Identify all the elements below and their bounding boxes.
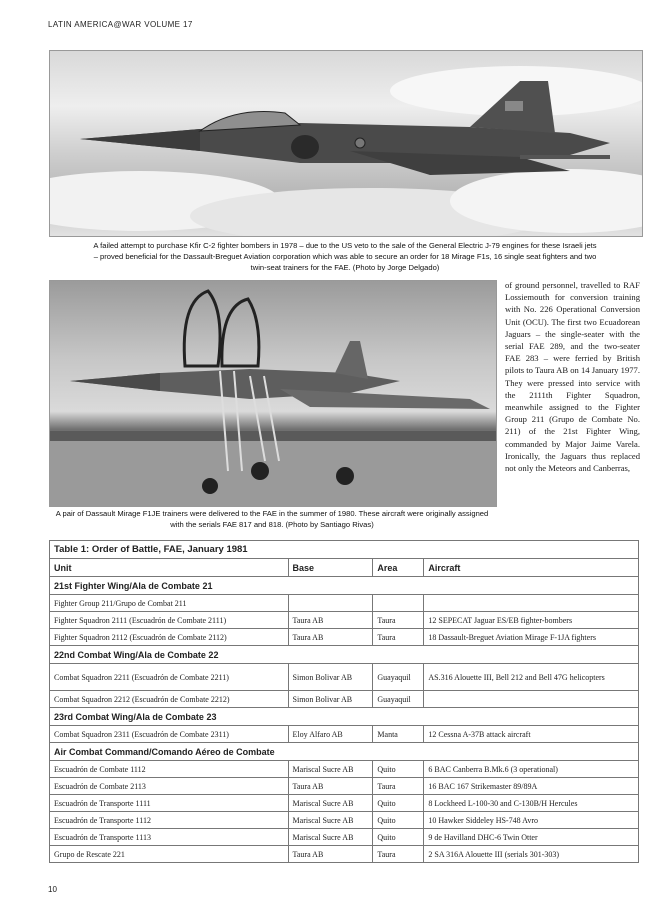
- order-of-battle-table: [49, 540, 639, 863]
- cell-base: Taura AB: [288, 778, 373, 795]
- table-row: [50, 812, 639, 829]
- cell-base: Mariscal Sucre AB: [288, 812, 373, 829]
- cell-unit: Combat Squadron 2211 (Escuadrón de Combate 2211): [50, 664, 289, 691]
- cell-area: Quito: [373, 812, 424, 829]
- cell-aircraft: 6 BAC Canberra B.Mk.6 (3 operational): [424, 761, 639, 778]
- table-row: [50, 691, 639, 708]
- page-number: 10: [48, 885, 57, 894]
- cell-unit: Fighter Group 211/Grupo de Combat 211: [50, 595, 289, 612]
- cell-aircraft: [424, 691, 639, 708]
- cell-area: Taura: [373, 629, 424, 646]
- cell-base: Simon Bolivar AB: [288, 691, 373, 708]
- cell-unit: Escuadrón de Combate 2113: [50, 778, 289, 795]
- cell-unit: Fighter Squadron 2112 (Escuadrón de Combate 2112): [50, 629, 289, 646]
- cell-aircraft: 18 Dassault-Breguet Aviation Mirage F-1JA fighters: [424, 629, 639, 646]
- body-text-column: of ground personnel, travelled to RAF Lossiemouth for conversion training with No. 226 Operational Conversion Unit (OCU). The first two Ecuadorean Jaguars – the single-seater with the serial FAE 289, and the two-seater FAE 283 – were ferried by British pilots to Taura AB on 14 January 1977. They were pressed into service with the 2111th Fighter Squadron, meanwhile assigned to the Fighter Group 211 (Grupo de Combate No. 211) of the 21st Fighter Wing, commanded by Major Jaime Varela. Ironically, the Jaguars thus replaced not only the Meteors and Canberras,: [505, 280, 640, 474]
- cell-area: Guayaquil: [373, 691, 424, 708]
- table-group-row: [50, 646, 639, 664]
- table-row: [50, 612, 639, 629]
- cell-unit: Escuadrón de Transporte 1111: [50, 795, 289, 812]
- cell-unit: Combat Squadron 2311 (Escuadrón de Combate 2311): [50, 726, 289, 743]
- cell-aircraft: 9 de Havilland DHC-6 Twin Otter: [424, 829, 639, 846]
- table-group-row: [50, 743, 639, 761]
- cell-area: Quito: [373, 829, 424, 846]
- group-heading: 22nd Combat Wing/Ala de Combate 22: [50, 646, 639, 664]
- table-row: [50, 795, 639, 812]
- col-header-aircraft: Aircraft: [424, 559, 639, 577]
- table-row: [50, 726, 639, 743]
- cell-base: Mariscal Sucre AB: [288, 761, 373, 778]
- cell-aircraft: 8 Lockheed L-100-30 and C-130B/H Hercules: [424, 795, 639, 812]
- mirage-f1-flight-photo: [49, 50, 643, 237]
- group-heading: 21st Fighter Wing/Ala de Combate 21: [50, 577, 639, 595]
- table-row: [50, 761, 639, 778]
- cell-base: Taura AB: [288, 629, 373, 646]
- col-header-unit: Unit: [50, 559, 289, 577]
- cell-unit: Escuadrón de Transporte 1112: [50, 812, 289, 829]
- cell-area: Quito: [373, 795, 424, 812]
- cell-aircraft: 10 Hawker Siddeley HS-748 Avro: [424, 812, 639, 829]
- cell-area: [373, 595, 424, 612]
- table-group-row: [50, 708, 639, 726]
- col-header-base: Base: [288, 559, 373, 577]
- col-header-area: Area: [373, 559, 424, 577]
- cell-base: Taura AB: [288, 612, 373, 629]
- cell-unit: Combat Squadron 2212 (Escuadrón de Combate 2212): [50, 691, 289, 708]
- cell-unit: Grupo de Rescate 221: [50, 846, 289, 863]
- cell-aircraft: AS.316 Alouette III, Bell 212 and Bell 47G helicopters: [424, 664, 639, 691]
- cell-unit: Fighter Squadron 2111 (Escuadrón de Combate 2111): [50, 612, 289, 629]
- table-row: [50, 664, 639, 691]
- table-group-row: [50, 577, 639, 595]
- table-row: [50, 778, 639, 795]
- cell-aircraft: 2 SA 316A Alouette III (serials 301-303): [424, 846, 639, 863]
- table-row: [50, 829, 639, 846]
- cell-base: [288, 595, 373, 612]
- cell-base: Mariscal Sucre AB: [288, 829, 373, 846]
- cell-area: Guayaquil: [373, 664, 424, 691]
- mirage-f1je-ground-photo: [49, 280, 497, 507]
- cell-area: Taura: [373, 846, 424, 863]
- table-header-row: [50, 559, 639, 577]
- photo1-caption: A failed attempt to purchase Kfir C-2 fighter bombers in 1978 – due to the US veto to the sale of the General Electric J-79 engines for these Israeli jets – proved beneficial for the Dassault-Breguet Aviation corporation which was able to secure an order for 18 Mirage F1s, 16 single seat fighters and two twin-seat trainers for the FAE. (Photo by Jorge Delgado): [93, 241, 597, 272]
- cell-area: Manta: [373, 726, 424, 743]
- cell-area: Taura: [373, 612, 424, 629]
- cell-aircraft: 12 SEPECAT Jaguar ES/EB fighter-bombers: [424, 612, 639, 629]
- cell-aircraft: [424, 595, 639, 612]
- cell-area: Taura: [373, 778, 424, 795]
- table-row: [50, 629, 639, 646]
- cell-aircraft: 12 Cessna A-37B attack aircraft: [424, 726, 639, 743]
- cell-base: Simon Bolivar AB: [288, 664, 373, 691]
- cell-base: Eloy Alfaro AB: [288, 726, 373, 743]
- cell-unit: Escuadrón de Combate 1112: [50, 761, 289, 778]
- table-row: [50, 846, 639, 863]
- cell-base: Mariscal Sucre AB: [288, 795, 373, 812]
- table-title: Table 1: Order of Battle, FAE, January 1981: [50, 541, 639, 559]
- table-row: [50, 595, 639, 612]
- running-header: LATIN AMERICA@WAR VOLUME 17: [48, 20, 193, 29]
- group-heading: Air Combat Command/Comando Aéreo de Combate: [50, 743, 639, 761]
- cell-unit: Escuadrón de Transporte 1113: [50, 829, 289, 846]
- cell-base: Taura AB: [288, 846, 373, 863]
- group-heading: 23rd Combat Wing/Ala de Combate 23: [50, 708, 639, 726]
- photo2-caption: A pair of Dassault Mirage F1JE trainers were delivered to the FAE in the summer of 1980. These aircraft were originally assigned with the serials FAE 817 and 818. (Photo by Santiago Rivas): [55, 509, 489, 529]
- cell-aircraft: 16 BAC 167 Strikemaster 89/89A: [424, 778, 639, 795]
- table-title-row: [50, 541, 639, 559]
- cell-area: Quito: [373, 761, 424, 778]
